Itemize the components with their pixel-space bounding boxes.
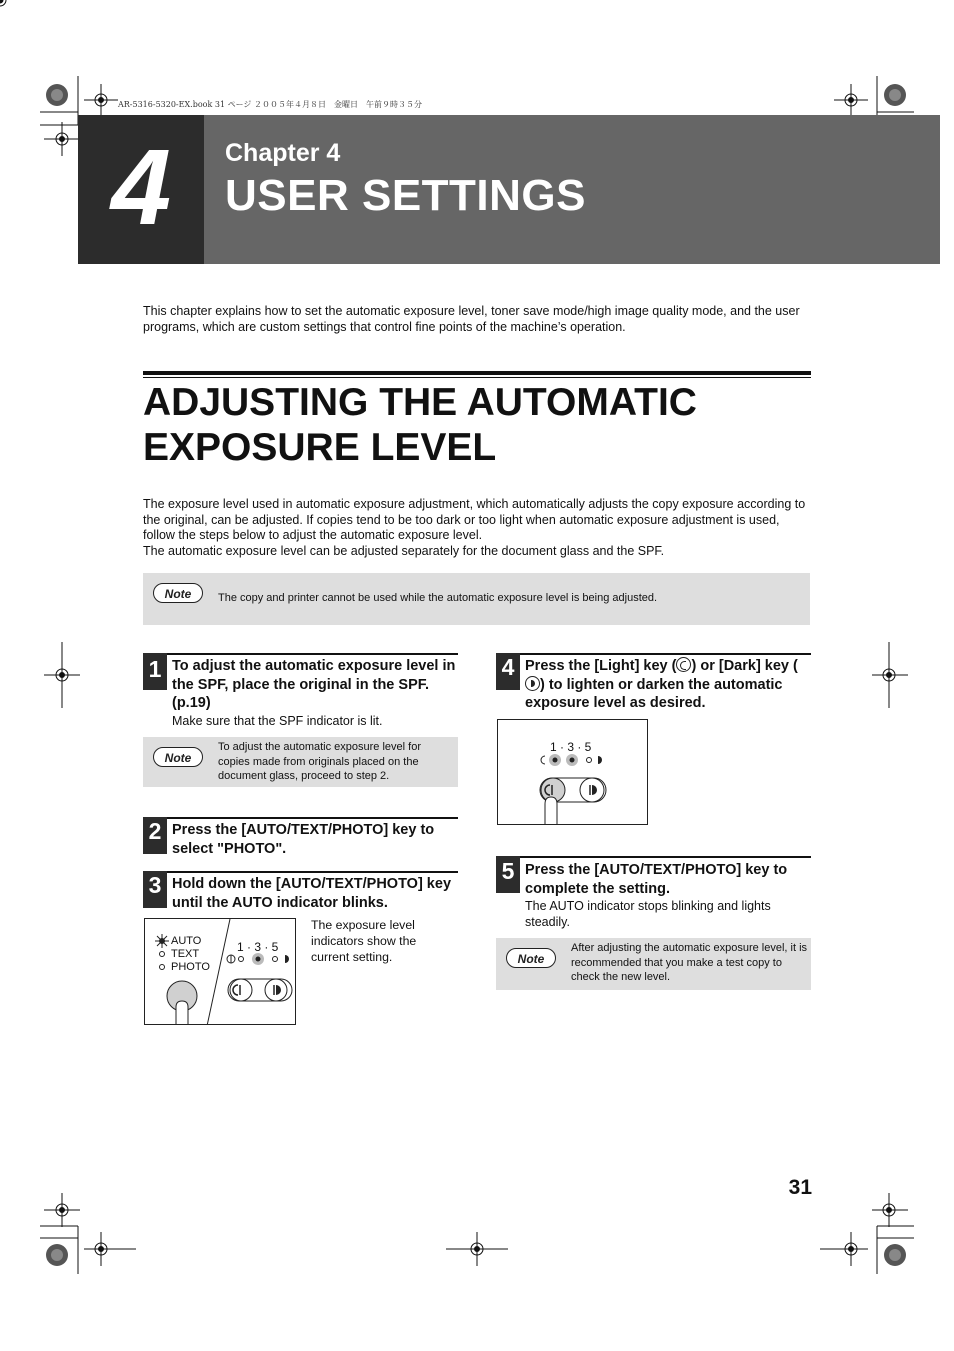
step-3-rule <box>143 871 458 873</box>
control-panel-drawing <box>145 919 296 1025</box>
step-1-note <box>143 737 458 787</box>
step-2-rule <box>143 817 458 819</box>
note-badge: Note <box>506 948 556 968</box>
printer-slug-line: AR-5316-5320-EX.book 31 ページ ２００５年４月８日 金曜日 午前９時３５分 <box>118 100 422 109</box>
step-4-rule <box>496 653 811 655</box>
step-4-control-panel <box>497 719 648 825</box>
step-1-rule <box>143 653 458 655</box>
section-rule <box>143 371 811 375</box>
chapter-label: Chapter 4 <box>225 139 341 167</box>
section-rule-thin <box>143 377 811 378</box>
main-note <box>143 573 810 625</box>
step-5-note <box>496 938 811 990</box>
step-5-heading: Press the [AUTO/TEXT/PHOTO] key to complete the setting. <box>525 862 788 897</box>
section-body <box>143 497 813 559</box>
step-5-sub: The AUTO indicator stops blinking and lights steadily. <box>525 899 771 929</box>
section-paragraph-1: The exposure level used in automatic exposure adjustment, which automatically adjusts the copy exposure according to the original, can be adjusted. If copies tend to be too dark or too light when automatic exposure adjustment is used, follow the steps below to adjust the automatic exposure level. <box>143 497 806 543</box>
chapter-number: 4 <box>110 126 172 247</box>
section-title-line2: EXPOSURE LEVEL <box>143 426 497 469</box>
light-key-icon <box>676 657 691 672</box>
step-1-sub: Make sure that the SPF indicator is lit. <box>172 714 383 728</box>
section-title-line1: ADJUSTING THE AUTOMATIC <box>143 381 697 424</box>
step-1-number: 1 <box>143 653 167 690</box>
step-3-number: 3 <box>143 871 167 908</box>
step-2-number: 2 <box>143 817 167 854</box>
chapter-header <box>78 115 940 264</box>
step-5-rule <box>496 856 811 858</box>
step-1-note-text: To adjust the automatic exposure level for copies made from originals placed on the document glass, proceed to step 2. <box>218 741 422 782</box>
step-5-note-text: After adjusting the automatic exposure level, it is recommended that you make a test copy to check the new level. <box>571 942 808 983</box>
step-2-heading: Press the [AUTO/TEXT/PHOTO] key to select "PHOTO". <box>172 822 435 857</box>
step-4-heading-part3: ) to lighten or darken the automatic exposure level as desired. <box>525 676 783 711</box>
step-5-number: 5 <box>496 856 520 893</box>
mode-auto-label: AUTO <box>171 935 202 947</box>
mode-photo-label: PHOTO <box>171 961 210 973</box>
main-note-text: The copy and printer cannot be used while the automatic exposure level is being adjusted. <box>218 592 658 604</box>
step-3-heading: Hold down the [AUTO/TEXT/PHOTO] key until the AUTO indicator blinks. <box>172 876 452 911</box>
step-1-heading: To adjust the automatic exposure level in the SPF, place the original in the SPF. (p.19) <box>172 658 456 711</box>
step-4-heading-part2: ) or [Dark] key ( <box>691 658 798 674</box>
section-title <box>143 380 823 470</box>
step-4-number: 4 <box>496 653 520 690</box>
chapter-title: USER SETTINGS <box>225 171 586 220</box>
chapter-number-box <box>78 115 204 264</box>
dark-key-icon <box>525 676 540 691</box>
chapter-intro: This chapter explains how to set the automatic exposure level, toner save mode/high image quality mode, and the user programs, which are custom settings that control fine points of the machine’s operation. <box>143 304 800 334</box>
note-badge: Note <box>153 747 203 767</box>
step-4-heading <box>525 657 810 713</box>
exposure-scale-label: 1 · 3 · 5 <box>550 740 592 754</box>
mode-text-label: TEXT <box>171 948 200 960</box>
step-3-control-panel <box>144 918 296 1025</box>
step-3-caption: The exposure level indicators show the current setting. <box>311 918 417 964</box>
section-paragraph-2: The automatic exposure level can be adjusted separately for the document glass and the SPF. <box>143 543 665 558</box>
step-4-heading-part1: Press the [Light] key ( <box>525 658 677 674</box>
note-badge: Note <box>153 583 203 603</box>
page-number: 31 <box>788 1176 812 1199</box>
exposure-scale-label: 1 · 3 · 5 <box>237 940 279 954</box>
exposure-panel-drawing <box>498 720 648 825</box>
